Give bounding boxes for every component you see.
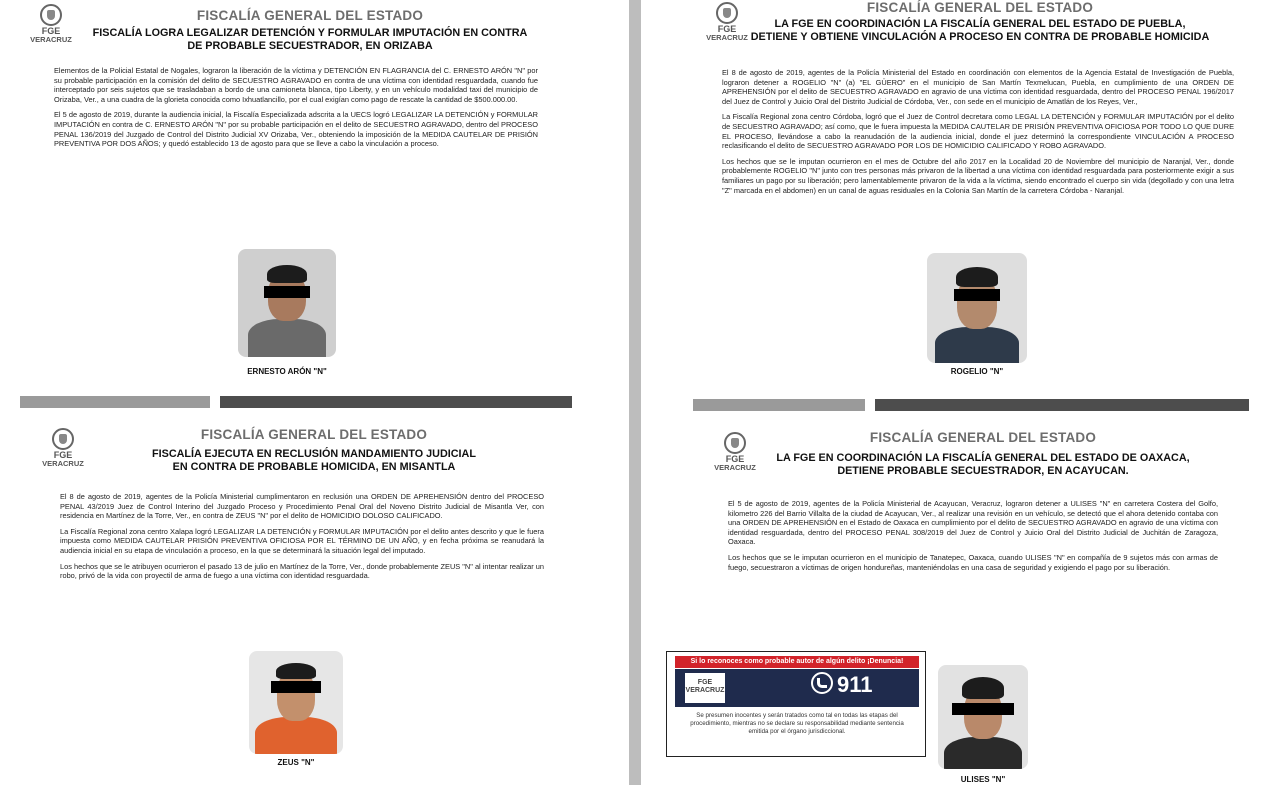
body-paragraph: Los hechos que se le imputan ocurrieron en el mes de Octubre del año 2017 en la Localidad 20 de Noviembre del municipio de Naranjal, Ver., donde probablemente ROGELIO "N" junto con tres personas más privaron de la libertad a una víctima con identidad resguardada para posteriormente exigir a sus familiares un pago por su liberación; pero lamentablemente privaron de la vida a la víctima, siendo encontrado el cuerpo sin vida (degollado y con una letra "Z" marcada en el abdomen) en un canal de aguas residuales en la Colonia San Martín de la carretera Córdoba - Naranjal. — [722, 156, 1234, 195]
state-emblem-icon — [716, 2, 738, 24]
title-line: LA FGE EN COORDINACIÓN LA FISCALÍA GENERAL DEL ESTADO DE OAXACA, — [776, 452, 1190, 464]
banner-panel — [675, 669, 919, 707]
bulletin-body — [60, 492, 544, 587]
logo-text: FGE — [697, 679, 713, 686]
fge-logo — [38, 428, 88, 468]
agency-name: FISCALÍA GENERAL DEL ESTADO — [869, 430, 1097, 445]
logo-subtext: VERACRUZ — [714, 463, 756, 472]
logo-subtext: VERACRUZ — [685, 687, 725, 694]
state-emblem-icon — [724, 432, 746, 454]
title-line: EN CONTRA DE PROBABLE HOMICIDA, EN MISANTLA — [172, 461, 456, 473]
agency-name: FISCALÍA GENERAL DEL ESTADO — [200, 427, 428, 442]
bulletin-title — [740, 18, 1220, 44]
suspect-photo — [249, 651, 343, 754]
body-paragraph: Los hechos que se le imputan ocurrieron en el municipio de Tanatepec, Oaxaca, cuando ULISES "N" en compañía de 9 sujetos más con armas de fuego, secuestraron a víctimas de origen hondureñas, manteniéndolas en una casa de seguridad y exigiendo el pago por su liberación. — [728, 552, 1218, 572]
logo-text: FGE — [41, 26, 61, 36]
suspect-photo — [938, 665, 1028, 769]
report-alert: Si lo reconoces como probable autor de algún delito ¡Denuncia! — [675, 656, 919, 668]
body-paragraph: El 5 de agosto de 2019, durante la audiencia inicial, la Fiscalía Especializada adscrita a la UECS logró LEGALIZAR LA DETENCIÓN y FORMULAR IMPUTACIÓN en contra de C. ERNESTO ARÓN "N" por su probable participación en el delito de SECUESTRO AGRAVADO, dentro del PROCESO PENAL 136/2019 del Juzgado de Control del Distrito Judicial XV Orizaba, Ver., obteniendo la imposición de la MEDIDA CAUTELAR DE PRISIÓN PREVENTIVA POR DOS AÑOS; y quedó establecido 13 de agosto para que se lleve a cabo la vinculación a proceso. — [54, 110, 538, 149]
logo-text: FGE — [725, 454, 745, 464]
fge-logo — [685, 673, 725, 703]
logo-subtext: VERACRUZ — [30, 35, 72, 44]
state-emblem-icon — [52, 428, 74, 450]
photo-caption: ZEUS "N" — [277, 758, 315, 767]
logo-text: FGE — [717, 24, 737, 34]
title-line: LA FGE EN COORDINACIÓN LA FISCALÍA GENERAL DEL ESTADO DE PUEBLA, — [774, 18, 1186, 30]
presumption-notice: Se presumen inocentes y serán tratados como tal en todas las etapas del procedimiento, mientras no se declare su responsabilidad mediante sentencia emitida por el órgano jurisdiccional. — [690, 712, 904, 735]
title-line: DETIENE PROBABLE SECUESTRADOR, EN ACAYUCAN. — [837, 465, 1129, 477]
eye-censor-bar — [271, 681, 321, 693]
agency-name: FISCALÍA GENERAL DEL ESTADO — [196, 8, 424, 23]
body-paragraph: La Fiscalía Regional zona centro Xalapa logró LEGALIZAR LA DETENCIÓN y FORMULAR IMPUTACIÓN por el delito antes descrito y que le fuera impuesta como MEDIDA CAUTELAR PRISIÓN PREVENTIVA OFICIOSA POR EL TÉRMINO DE UN AÑO, y en fecha próxima se reanudará la audiencia inicial en su etapa de vinculación a proceso, en la que se determinará la situación legal del imputado. — [60, 526, 544, 555]
fge-logo — [710, 432, 760, 472]
photo-caption: ERNESTO ARÓN "N" — [247, 367, 327, 376]
emergency-number[interactable]: 911 — [837, 672, 873, 697]
body-paragraph: El 8 de agosto de 2019, agentes de la Policía Ministerial cumplimentaron en reclusión una ORDEN DE APREHENSIÓN dentro del PROCESO PENAL 43/2019 Juez de Control Interino del Juzgado Proceso y Procedimiento Penal Oral del Noveno Distrito Judicial de Misantla Ver, con residencia en Martínez de la Torre, Ver., en contra de ZEUS "N" por el delito de HOMICIDIO DOLOSO CALIFICADO. — [60, 492, 544, 521]
section-band — [693, 399, 1249, 411]
phone-icon — [811, 672, 833, 694]
photo-caption: ROGELIO "N" — [950, 367, 1004, 376]
suspect-photo — [238, 249, 336, 357]
title-line: DETIENE Y OBTIENE VINCULACIÓN A PROCESO EN CONTRA DE PROBABLE HOMICIDA — [750, 31, 1210, 43]
title-line: DE PROBABLE SECUESTRADOR, EN ORIZABA — [187, 40, 433, 52]
photo-caption: ULISES "N" — [960, 775, 1006, 784]
eye-censor-bar — [954, 289, 1000, 301]
body-paragraph: Elementos de la Policial Estatal de Nogales, lograron la liberación de la víctima y DETENCIÓN EN FLAGRANCIA del C. ERNESTO ARÓN "N" por su probable participación en la comisión del delito de SECUESTRO AGRAVADO en contra de una víctima con identidad resguardada, cuando fue interceptado por seis sujetos que se trasladaban a bordo de una camioneta blanca, tipo Liberty, y en un vehículo modalidad taxi del municipio de Orizaba, Ver., a una cuadra de la glorieta conocida como Ixhuatlancillo, por el cual exigían como pago de rescate la cantidad de $500.000.00. — [54, 66, 538, 104]
body-paragraph: Los hechos que se le atribuyen ocurrieron el pasado 13 de julio en Martínez de la Torre, Ver., donde probablemente ZEUS "N" al intentar realizar un robo, privó de la vida con proyectil de arma de fuego a una víctima con identidad resguardada. — [60, 561, 544, 581]
bulletin-title — [60, 27, 560, 53]
logo-text: FGE — [53, 450, 73, 460]
logo-subtext: VERACRUZ — [706, 33, 748, 42]
eye-censor-bar — [264, 286, 310, 298]
title-line: FISCALÍA EJECUTA EN RECLUSIÓN MANDAMIENTO JUDICIAL — [152, 448, 476, 460]
bulletin-header — [760, 430, 1206, 478]
report-banner — [666, 651, 926, 757]
body-paragraph: El 8 de agosto de 2019, agentes de la Policía Ministerial del Estado en coordinación con elementos de la Agencia Estatal de Investigación de Puebla, lograron detener a ROGELIO "N" (a) "EL GÜERO" en el municipio de San Martín Texmelucan, Puebla, en cumplimiento de una ORDEN DE APREHENSIÓN por el delito de SECUESTRO AGRAVADO en agravio de una víctima con identidad resguardada, dentro del PROCESO PENAL 196/2017 del Juez de Control y Juicio Oral del Distrito Judicial de Córdoba, Ver., con sede en el municipio de Amatlán de los Reyes, Ver., — [722, 68, 1234, 106]
logo-subtext: VERACRUZ — [42, 459, 84, 468]
agency-name: FISCALÍA GENERAL DEL ESTADO — [866, 0, 1094, 15]
title-line: FISCALÍA LOGRA LEGALIZAR DETENCIÓN Y FORMULAR IMPUTACIÓN EN CONTRA — [92, 27, 528, 39]
bulletin-header — [740, 0, 1220, 44]
bulletin-header — [90, 427, 538, 474]
state-emblem-icon — [40, 4, 62, 26]
bulletin-body — [54, 66, 538, 155]
page-divider — [629, 0, 641, 785]
bulletin-title — [760, 452, 1206, 478]
body-paragraph: La Fiscalía Regional zona centro Córdoba, logró que el Juez de Control decretara como LEGAL LA DETENCIÓN y FORMULAR IMPUTACIÓN por el delito de SECUESTRO AGRAVADO; así como, que le fuera impuesta la MEDIDA CAUTELAR DE PRISIÓN PREVENTIVA OFICIOSA POR TODO LO QUE DURE EL PROCESO, llevándose a cabo la reanudación de la audiencia inicial, donde el juez determinó la correspondiente VINCULACIÓN A PROCESO reclasificando el delito de SECUESTRO AGRAVADO POR LOS DE HOMICIDIO CALIFICADO Y ROBO AGRAVADO. — [722, 112, 1234, 151]
bulletin-title — [90, 448, 538, 474]
section-band — [20, 396, 572, 408]
suspect-photo — [927, 253, 1027, 363]
bulletin-header — [60, 8, 560, 53]
eye-censor-bar — [952, 703, 1014, 715]
bulletin-body — [728, 499, 1218, 578]
bulletin-body — [722, 68, 1234, 201]
body-paragraph: El 5 de agosto de 2019, agentes de la Policía Ministerial de Acayucan, Veracruz, lograron detener a ULISES "N" en carretera Costera del Golfo, kilometro 226 del Barrio Villalta de la ciudad de Acayucan, Ver., al realizar una revisión en un vehículo, se detectó que el ahora detenido contaba con una ORDEN DE APREHENSIÓN en el Estado de Oaxaca en cumplimiento por el delito de SECUESTRO AGRAVADO en agravio de una víctima con identidad resguardada, dentro del PROCESO PENAL 308/2019 del Juez de Control y Juicio Oral del Distrito Judicial de Juchitán de Zaragoza, Oaxaca. — [728, 499, 1218, 547]
